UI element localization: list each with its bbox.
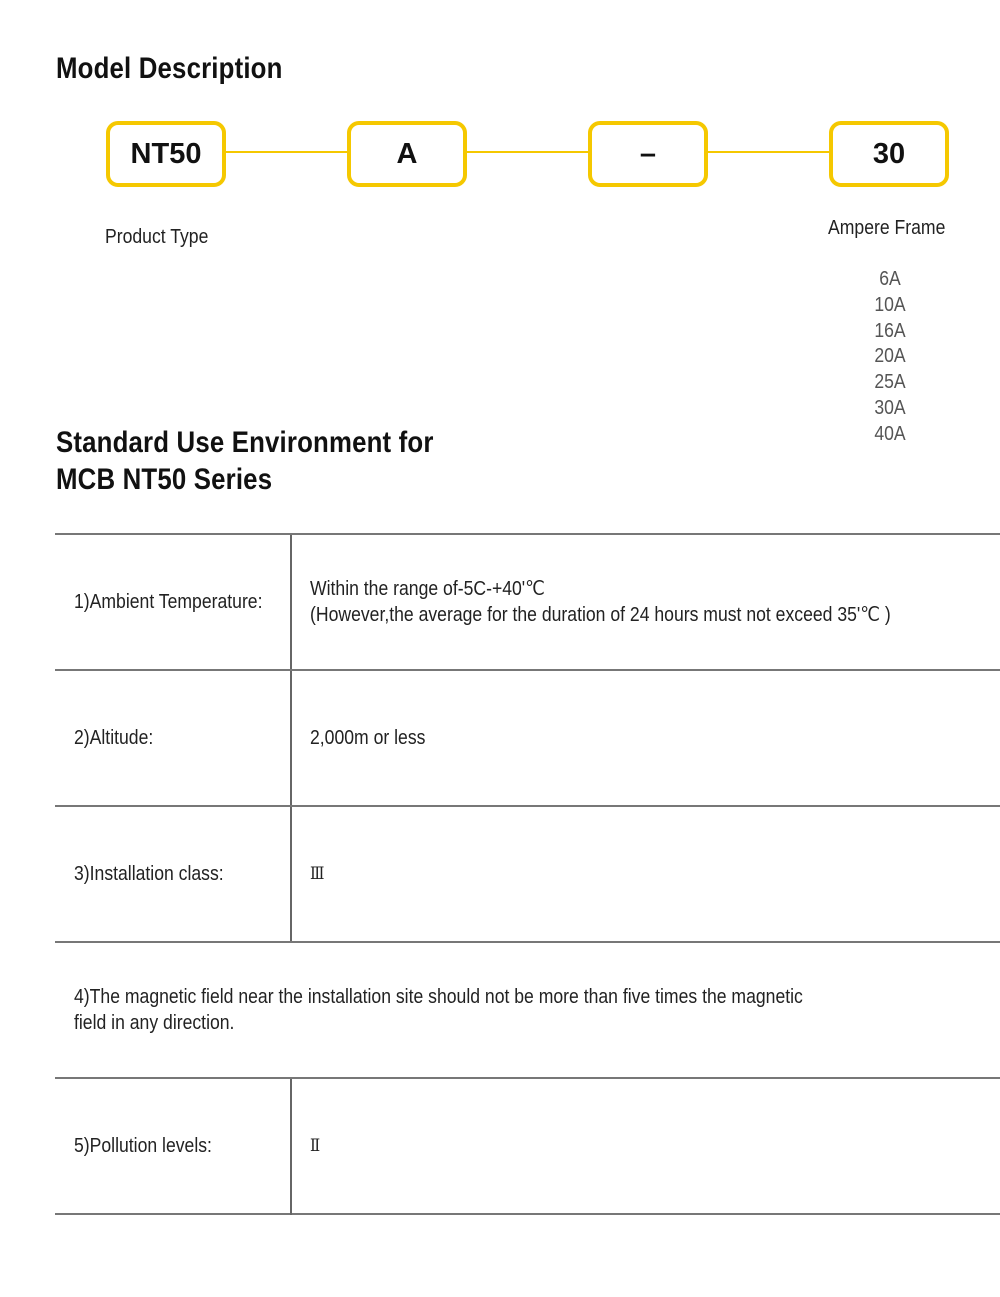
- ampere-option: 25A: [874, 371, 906, 394]
- column-divider: [290, 671, 292, 807]
- row-text-line: 4)The magnetic field near the installation site should not be more than five times the magnetic: [74, 986, 803, 1008]
- ampere-option: 40A: [874, 422, 906, 445]
- ampere-frame-label: Ampere Frame: [828, 217, 946, 239]
- environment-title: [56, 424, 434, 498]
- table-row-ambient-temperature: [55, 533, 1000, 669]
- row-value-line: Ⅲ: [310, 864, 325, 884]
- row-value: [310, 807, 324, 941]
- row-full-text: [74, 943, 803, 1077]
- row-text-line: field in any direction.: [74, 1012, 235, 1034]
- code-text: NT50: [130, 137, 202, 170]
- row-value-line: Ⅱ: [310, 1136, 321, 1156]
- code-box-ampere: [829, 121, 949, 187]
- column-divider: [290, 807, 292, 943]
- ampere-option: 6A: [879, 268, 901, 290]
- code-box-product-type: [106, 121, 226, 187]
- row-value-line: 2,000m or less: [310, 727, 426, 749]
- ampere-option: 10A: [874, 293, 906, 316]
- row-value-line: (However,the average for the duration of 24 hours must not exceed 35'℃ ): [310, 604, 891, 626]
- row-value: [310, 1079, 320, 1213]
- table-row-altitude: [55, 669, 1000, 805]
- code-text: –: [639, 137, 657, 170]
- environment-table: [55, 533, 1000, 1215]
- row-label: 1)Ambient Temperature:: [74, 590, 263, 613]
- ampere-option: 20A: [874, 345, 906, 368]
- column-divider: [290, 535, 292, 671]
- table-row-pollution-levels: [55, 1077, 1000, 1215]
- connector-line: [226, 151, 348, 153]
- connector-line: [708, 151, 830, 153]
- code-text: A: [396, 137, 418, 170]
- row-value: [310, 671, 425, 805]
- ampere-options-list: [850, 267, 930, 448]
- ampere-option: 16A: [874, 319, 906, 342]
- code-box-separator: [588, 121, 708, 187]
- row-value: [310, 535, 891, 669]
- row-label: 3)Installation class:: [74, 862, 224, 885]
- table-row-installation-class: [55, 805, 1000, 941]
- connector-line: [467, 151, 589, 153]
- environment-title-line: Standard Use Environment for: [56, 426, 434, 459]
- table-row-magnetic-field: [55, 941, 1000, 1077]
- model-description-title: Model Description: [56, 52, 283, 85]
- code-text: 30: [872, 137, 906, 170]
- column-divider: [290, 1079, 292, 1215]
- environment-title-line: MCB NT50 Series: [56, 463, 273, 496]
- row-label: 2)Altitude:: [74, 726, 154, 749]
- ampere-option: 30A: [874, 396, 906, 419]
- product-type-label: Product Type: [105, 226, 209, 248]
- row-value-line: Within the range of-5C-+40'℃: [310, 578, 545, 600]
- code-box-variant: [347, 121, 467, 187]
- row-label: 5)Pollution levels:: [74, 1134, 212, 1157]
